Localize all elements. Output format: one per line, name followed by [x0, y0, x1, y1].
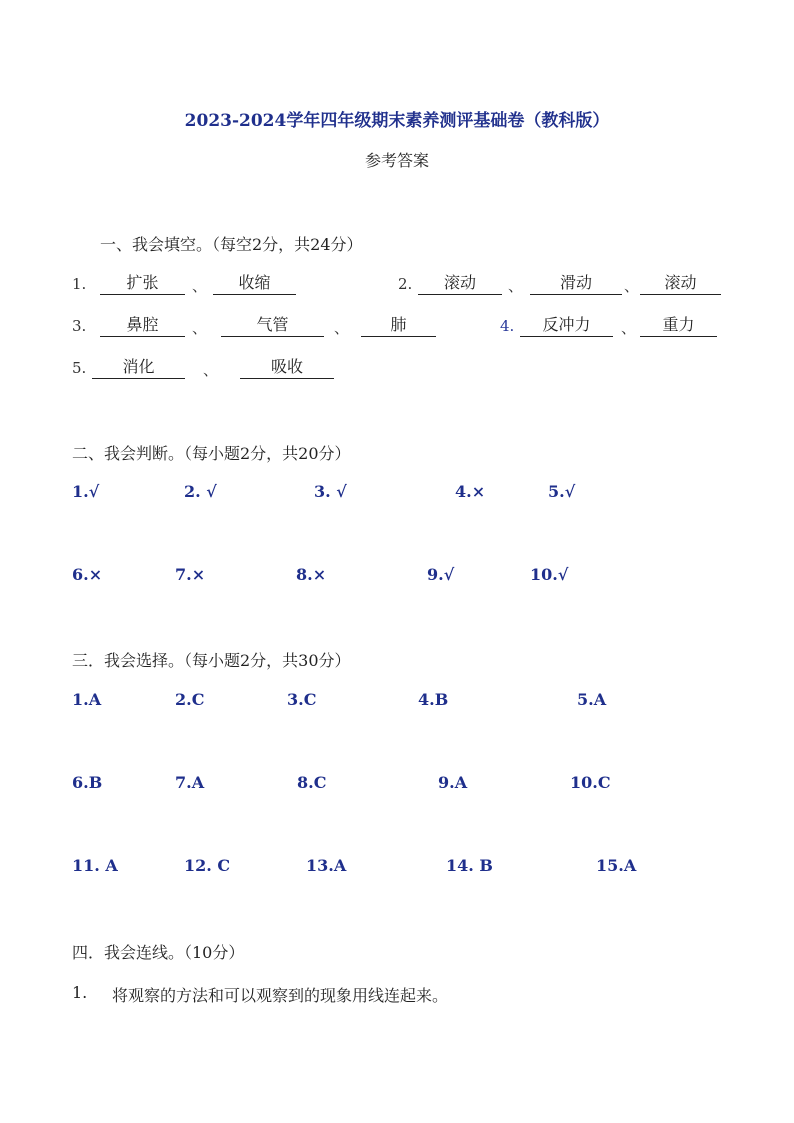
judge-answer-4: 4.× [455, 482, 486, 501]
choice-answer-9: 9.A [438, 773, 468, 792]
section-2-heading: 二、我会判断。（每小题2分，共20分） [72, 444, 351, 463]
choice-answer-11: 11. A [72, 856, 118, 875]
q3-answer-a: 鼻腔 [100, 315, 185, 337]
q5-number: 5. [72, 359, 87, 377]
q1-answer-a: 扩张 [100, 273, 185, 295]
q3-answer-b: 气管 [221, 315, 324, 337]
separator: 、 [192, 277, 208, 295]
q3-answer-c: 肺 [361, 315, 436, 337]
separator: 、 [621, 319, 637, 337]
choice-answer-4: 4.B [418, 690, 449, 709]
section-4-item-text: 将观察的方法和可以观察到的现象用线连起来。 [112, 986, 449, 1005]
choice-answer-1: 1.A [72, 690, 102, 709]
judge-answer-3: 3. √ [314, 482, 347, 501]
judge-answer-1: 1.√ [72, 482, 100, 501]
q5-answer-b: 吸收 [240, 357, 334, 379]
choice-answer-10: 10.C [570, 773, 611, 792]
separator: 、 [334, 319, 350, 337]
judge-answer-2: 2. √ [184, 482, 217, 501]
separator: 、 [508, 277, 524, 295]
q5-answer-a: 消化 [92, 357, 185, 379]
choice-answer-15: 15.A [596, 856, 637, 875]
separator: 、 [203, 361, 219, 379]
q1-number: 1. [72, 275, 87, 293]
page-subtitle: 参考答案 [364, 151, 429, 170]
q2-answer-b: 滑动 [530, 273, 622, 295]
q2-answer-c: 滚动 [640, 273, 721, 295]
choice-answer-7: 7.A [175, 773, 205, 792]
judge-answer-7: 7.× [175, 565, 206, 584]
judge-answer-6: 6.× [72, 565, 103, 584]
separator: 、 [192, 319, 208, 337]
section-4-heading: 四．我会连线。（10分） [72, 943, 245, 962]
q3-number: 3. [72, 317, 87, 335]
q4-number: 4. [500, 317, 515, 335]
section-1-heading: 一、我会填空。（每空2分，共24分） [100, 235, 363, 254]
choice-answer-5: 5.A [577, 690, 607, 709]
page-title: 2023-2024学年四年级期末素养测评基础卷（教科版） [184, 111, 610, 131]
choice-answer-6: 6.B [72, 773, 103, 792]
judge-answer-10: 10.√ [530, 565, 569, 584]
section-4-item-number: 1. [72, 983, 88, 1002]
choice-answer-14: 14. B [446, 856, 493, 875]
choice-answer-3: 3.C [287, 690, 317, 709]
choice-answer-8: 8.C [297, 773, 327, 792]
q2-answer-a: 滚动 [418, 273, 502, 295]
q1-answer-b: 收缩 [213, 273, 296, 295]
q4-answer-a: 反冲力 [520, 315, 613, 337]
judge-answer-8: 8.× [296, 565, 327, 584]
judge-answer-9: 9.√ [427, 565, 455, 584]
judge-answer-5: 5.√ [548, 482, 576, 501]
q2-number: 2. [398, 275, 413, 293]
section-3-heading: 三．我会选择。（每小题2分，共30分） [72, 651, 351, 670]
q4-answer-b: 重力 [640, 315, 717, 337]
choice-answer-2: 2.C [175, 690, 205, 709]
choice-answer-13: 13.A [306, 856, 347, 875]
separator: 、 [624, 277, 640, 295]
choice-answer-12: 12. C [184, 856, 231, 875]
